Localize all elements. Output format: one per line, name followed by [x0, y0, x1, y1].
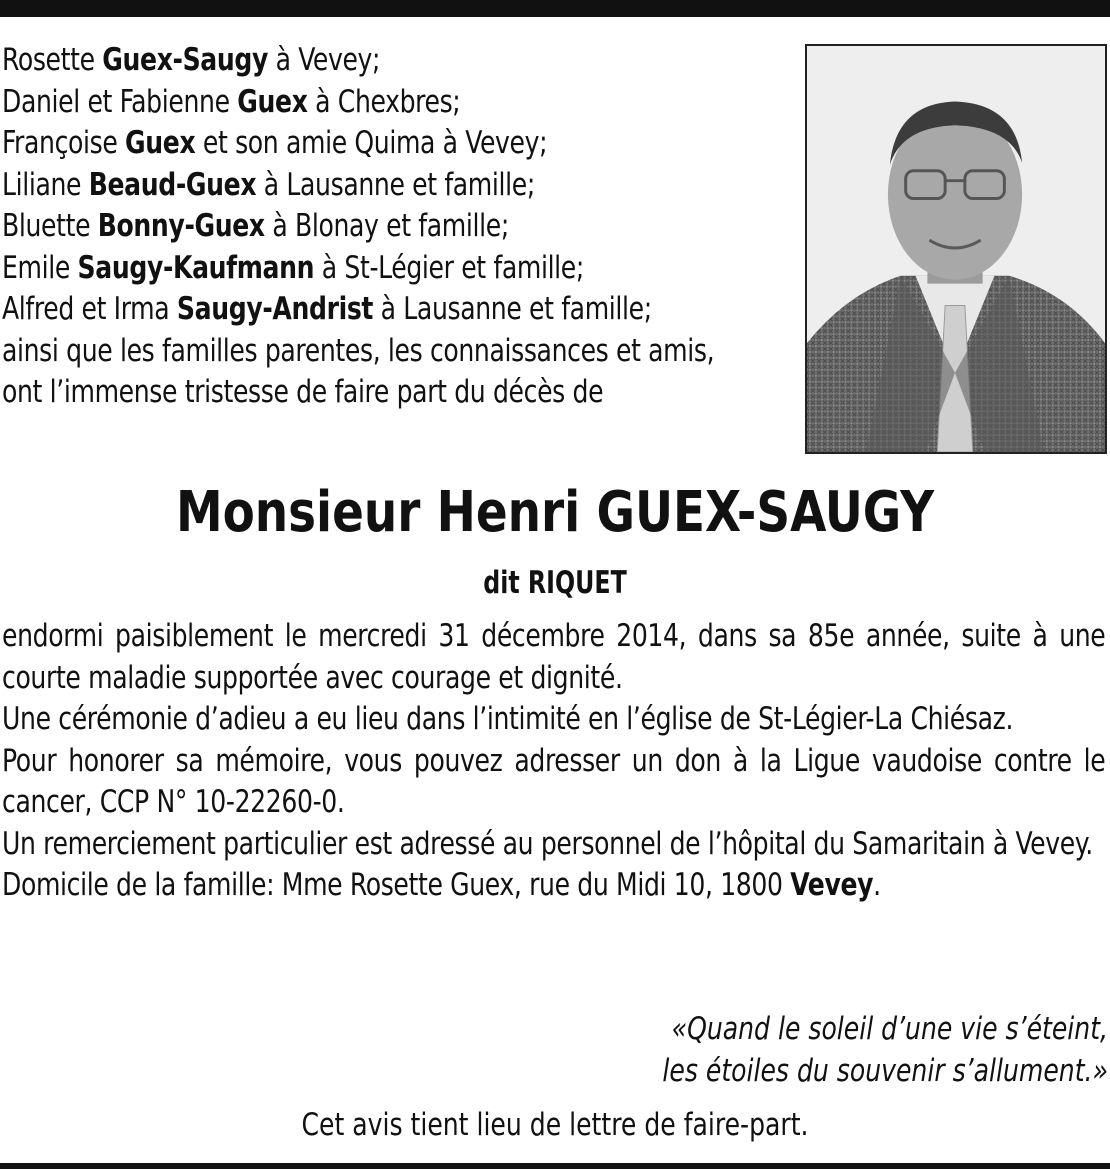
- ceremony-paragraph: Une cérémonie d’adieu a eu lieu dans l’intimité en l’église de St-Légier-La Chiésaz.: [2, 701, 1014, 737]
- relatives-line: ainsi que les familles parentes, les connaissances et amis,: [2, 332, 715, 369]
- mourner-line: Françoise Guex et son amie Quima à Vevey;: [2, 125, 548, 161]
- mourner-line: Alfred et Irma Saugy-Andrist à Lausanne et famille;: [2, 291, 652, 327]
- mourners-list: [2, 40, 715, 414]
- donation-paragraph: Pour honorer sa mémoire, vous pouvez adresser un don à la Ligue vaudoise contre le cancer, CCP N° 10-22260-0.: [2, 742, 1106, 820]
- memorial-quote: [478, 1008, 1108, 1092]
- thanks-paragraph: Un remerciement particulier est adressé au personnel de l’hôpital du Samaritain à Vevey.: [2, 825, 1093, 862]
- portrait-photo: [805, 44, 1107, 454]
- domicile-paragraph: Domicile de la famille: Mme Rosette Guex, rue du Midi 10, 1800 Vevey.: [2, 867, 881, 903]
- quote-line-2: les étoiles du souvenir s’allument.»: [662, 1053, 1108, 1089]
- mourner-line: Daniel et Fabienne Guex à Chexbres;: [2, 83, 461, 120]
- obituary-body: [2, 616, 1105, 907]
- domicile-city: Vevey: [790, 867, 874, 903]
- mourner-line: Liliane Beaud-Guex à Lausanne et famille;: [2, 166, 535, 203]
- mourner-line: Emile Saugy-Kaufmann à St-Légier et famille;: [2, 249, 584, 286]
- mourner-line: Rosette Guex-Saugy à Vevey;: [2, 42, 381, 78]
- closing-note: Cet avis tient lieu de lettre de faire-part.: [301, 1107, 809, 1143]
- top-rule: [0, 0, 1110, 17]
- mourner-line: Bluette Bonny-Guex à Blonay et famille;: [2, 208, 509, 244]
- bottom-rule: [0, 1163, 1110, 1169]
- death-paragraph: endormi paisiblement le mercredi 31 décembre 2014, dans sa 85e année, suite à une courte maladie supportée avec courage et dignité.: [2, 618, 1106, 696]
- deceased-name: Monsieur Henri GUEX-SAUGY: [175, 480, 935, 545]
- deceased-nickname: dit RIQUET: [483, 565, 627, 601]
- quote-line-1: «Quand le soleil d’une vie s’éteint,: [671, 1011, 1108, 1047]
- announcement-line: ont l’immense tristesse de faire part du décès de: [2, 374, 604, 410]
- portrait-illustration: [807, 46, 1105, 452]
